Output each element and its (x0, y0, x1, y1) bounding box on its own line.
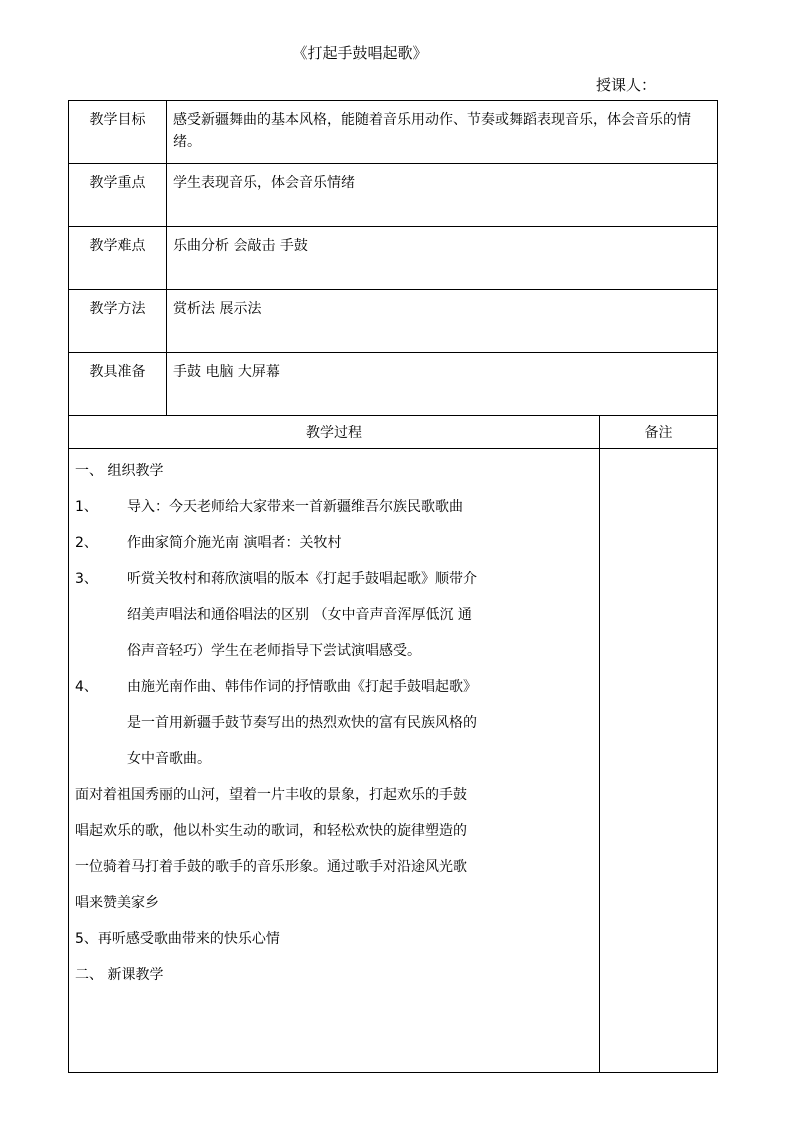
item-text: 是一首用新疆手鼓节奏写出的热烈欢快的富有民族风格的 (127, 715, 477, 731)
item-text: 由施光南作曲、韩伟作词的抒情歌曲《打起手鼓唱起歌》 (127, 679, 477, 695)
paragraph-line: 唱来赞美家乡 (75, 895, 159, 911)
row-label: 教学难点 (69, 227, 167, 290)
item-number: 3、 (75, 571, 98, 587)
item-text: 女中音歌曲。 (127, 751, 211, 767)
row-difficulties (69, 227, 718, 290)
row-value: 感受新疆舞曲的基本风格，能随着音乐用动作、节奏或舞蹈表现音乐，体会音乐的情绪。 (167, 101, 718, 164)
item-number: 2、 (75, 535, 98, 551)
row-label: 教学方法 (69, 290, 167, 353)
item-number: 4、 (75, 679, 98, 695)
paragraph-line: 唱起欢乐的歌，他以朴实生动的歌词，和轻松欢快的旋律塑造的 (75, 823, 467, 839)
list-item (75, 489, 593, 525)
list-item-continued (75, 705, 593, 741)
row-materials (69, 353, 718, 416)
teacher-label: 授课人： (596, 76, 657, 94)
row-key-points (69, 164, 718, 227)
list-item (75, 525, 593, 561)
process-header: 教学过程 (69, 416, 600, 449)
process-row (69, 449, 718, 1073)
item-text: 俗声音轻巧）学生在老师指导下尝试演唱感受。 (127, 643, 421, 659)
item-text: 作曲家简介施光南 演唱者：关牧村 (127, 535, 342, 551)
row-value: 乐曲分析 会敲击 手鼓 (167, 227, 718, 290)
list-item-continued (75, 741, 593, 777)
row-label: 教具准备 (69, 353, 167, 416)
section-heading: 一、 组织教学 (75, 463, 164, 479)
item-text: 导入：今天老师给大家带来一首新疆维吾尔族民歌歌曲 (127, 499, 463, 515)
list-item (75, 669, 593, 705)
row-goal (69, 101, 718, 164)
row-label: 教学目标 (69, 101, 167, 164)
item-number: 1、 (75, 499, 98, 515)
section-heading: 二、 新课教学 (75, 967, 164, 983)
notes-cell (600, 449, 718, 1073)
list-item (75, 561, 593, 597)
item-text: 听赏关牧村和蒋欣演唱的版本《打起手鼓唱起歌》顺带介 (127, 571, 477, 587)
paragraph-line: 一位骑着马打着手鼓的歌手的音乐形象。通过歌手对沿途风光歌 (75, 859, 467, 875)
item-text: 绍美声唱法和通俗唱法的区别 （女中音声音浑厚低沉 通 (127, 607, 472, 623)
list-item: 5、再听感受歌曲带来的快乐心情 (75, 931, 280, 947)
lesson-plan-table (68, 100, 718, 1073)
row-value: 赏析法 展示法 (167, 290, 718, 353)
notes-header: 备注 (600, 416, 718, 449)
paragraph-line: 面对着祖国秀丽的山河，望着一片丰收的景象，打起欢乐的手鼓 (75, 787, 467, 803)
row-label: 教学重点 (69, 164, 167, 227)
process-header-row (69, 416, 718, 449)
process-content (69, 449, 600, 1073)
row-methods (69, 290, 718, 353)
list-item-continued (75, 597, 593, 633)
list-item-continued (75, 633, 593, 669)
document-title: 《打起手鼓唱起歌》 (292, 44, 428, 62)
row-value: 学生表现音乐，体会音乐情绪 (167, 164, 718, 227)
row-value: 手鼓 电脑 大屏幕 (167, 353, 718, 416)
